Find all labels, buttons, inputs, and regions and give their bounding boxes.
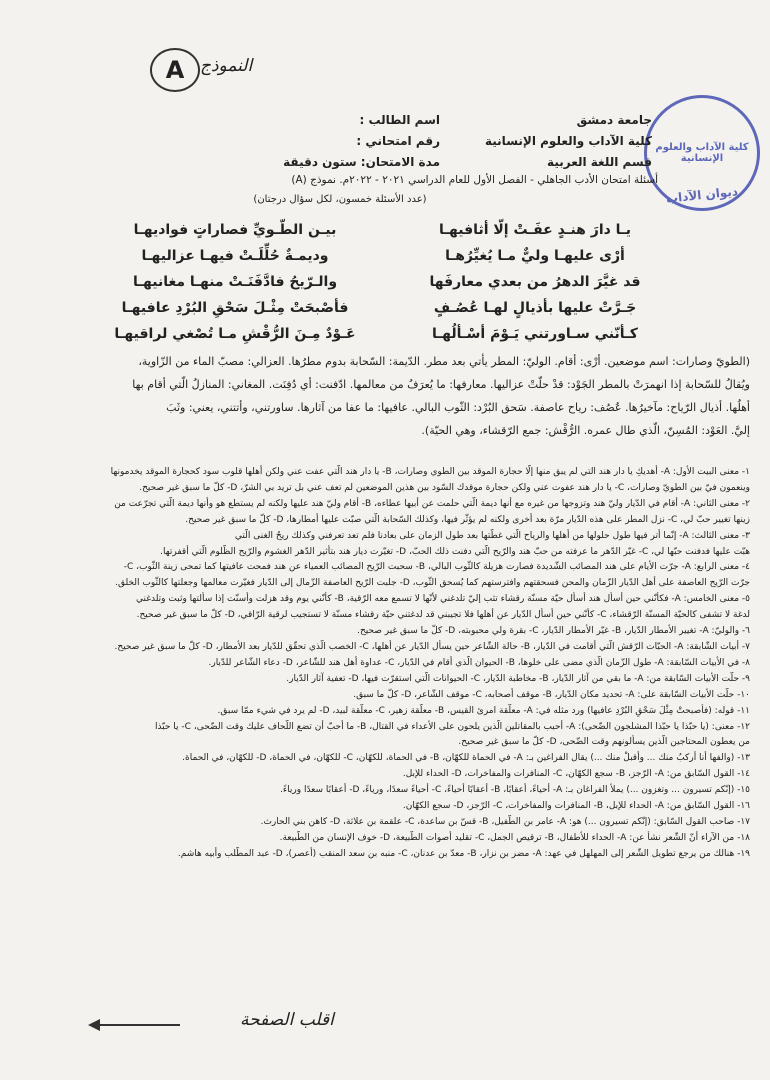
- student-info: [240, 110, 440, 173]
- question-line: ١٨- من الآراء أنّ الشّعر نشأ عن: A- الحداء للأطفال، B- ترقيص الجمل، C- تقليد أصوات الطّبيعة، D- خوف الإنسان من الطّبيعة.: [279, 832, 750, 843]
- question-line: ١- معنى البيت الأول: A- أهديكِ يا دار هند التي لم يبق منها إلّا حجارة الموقد بين الطوي وصارات، B- يا دار هند الّتي عفت عني ولكن أهلها قلوب سود كحجارة الموقد يخدمونها: [110, 467, 750, 477]
- exam-duration: مدة الامتحان: ستون دقيقة: [283, 155, 440, 169]
- question-line: ٩- حلّت الأبيات السّابقة من: A- ما بقي من آثار الدّيار، B- مخاطبة الدّيار، C- الحيوانات الّتي استقرّت فيها، D- تعفية آثار الدّيار.: [286, 673, 750, 684]
- arrow-left-icon: [90, 1024, 180, 1026]
- model-mark: [150, 48, 280, 98]
- university-name: جامعة دمشق: [576, 113, 652, 127]
- question-line: وينعمون فيّ بين الطويّ وصارات، C- يا دار هند عفوت عني ولكن حجارة موقدك السّود بين هذين الموضعين لم تعف عني بل تريد بي الشرّ، D- كلّ ما سبق غير صحيح.: [139, 482, 750, 493]
- verse-second-hemistich: بيـن الطّـويِّ فصاراتٍ فواديهـا: [133, 222, 337, 238]
- gloss-line: (الطويّ وصارات: اسم موضعين. أرْى: أقام. الوليّ: المطر يأتي بعد مطر. الدّيمة: السّحابة بدوم مطرُها. العزالي: مصبّ الماء من الزّاوية،: [138, 355, 750, 368]
- question-line: ١٣- (والفها أنا أركبُ منك ... وأقبلْ منك ...) يقال الفراغين بـ: A- في الحماة للكهّان، B- في الحماة، للكهّان، C- للكهّان، في الحماة، D- للكهّان، في الحماة.: [182, 753, 750, 764]
- question-line: لدغة لا تشفى كالحيّة المسنّة الرّقشاء، C- كأنّني حين أسأل الدّيار عن أهلها فلا تجيبني قد لدغتني حيّة رقشاء مسنّة لا تستجيب لرقية الرّاقي، D- كلّ ما سبق غير صحيح.: [136, 610, 750, 621]
- question-line: ٧- أبيات الشّابقة: A- الحبّات الرّقش الّتي أقامت في الدّيار، B- حالة الشّاعر حين يسأل الدّيار عن أهلها، C- الخصب الّذي تحقّق للدّيار بعد الأمطار، D- كلّ ما سبق غير صحيح.: [114, 641, 750, 652]
- exam-note: (عدد الأسئلة خمسون، لكل سؤال درجتان): [253, 194, 427, 205]
- question-line: هبّت عليها فدفنت حبّها لي، C- غيّر الدّهر ما عرفته من حبّ هند والرّيح الّتي دفنت ذلك الحبّ، D- تغيّرت ديار هند بتأثير الدّهر الغشوم والرّيح الظّلوم الّتي أقفرتها.: [160, 546, 750, 557]
- question-list: [20, 465, 750, 863]
- question-line: ١٤- القول السّابق من: A- الرّجز، B- سجع الكهّان، C- المنافرات والمفاخرات، D- الحداء للإبل.: [402, 769, 750, 780]
- student-name-label: اسم الطالب :: [359, 113, 440, 127]
- exam-number-label: رقم امتحاني :: [356, 134, 440, 148]
- gloss-line: أهلُها. أذيال الرّياح: مآخيرُها. عُصُف: رياح عاصفة. سَحق البُرْد: الثّوب البالي. عافيها: ما عفا من آثارها. ساورتني، وأتتني، يعني: وثَبَ: [166, 401, 750, 414]
- model-letter-circle: A: [150, 48, 200, 92]
- question-line: ١٥- (إنّكم تسيرون ... وتغزون ...) يملأ الفراغان بـ: A- أحياءً، أعقابًا، B- أعقابًا أحياءً، C- أحياءً سعدًا، ورياءً، D- أعقابًا سعدًا ورياءً.: [280, 785, 750, 796]
- faculty-name: كلية الآداب والعلوم الإنسانية: [485, 134, 652, 148]
- question-line: ٣- معنى الثالث: A- إنّما أتر فيها طول حلولها من أهلها والرياح الّتي غطّتها بعد طول الزمان على بعادنا فلم تعد تعرفني وكذلك ريحُ الغنى الّتي: [234, 530, 750, 541]
- page-footer: [90, 1010, 390, 1050]
- poem-verse: [95, 248, 675, 274]
- question-line: من يعطون المحتاجين الّذين يسألونهم وقت الضّحى، D- كلّ ما سبق غير صحيح.: [458, 737, 750, 748]
- turn-page-note: اقلب الصفحة: [240, 1010, 334, 1030]
- seal-text: كلية الآداب والعلوم الإنسانية: [655, 142, 749, 164]
- poem-verse: [95, 222, 675, 248]
- verse-first-hemistich: جَـرَّتْ عليها بأذيالٍ لهـا عُصُـفٍ: [433, 300, 637, 316]
- question-line: ١٩- هنالك من يرجع تطويل الشّعر إلى المهلهل في عهد: A- مضر بن نزار، B- معدّ بن عدنان، C- منبه بن سعد المنقب (أعصر)، D- عبد المطّلب وأبيه هاشم.: [177, 848, 750, 859]
- question-line: ٥- معنى الخامس: A- فكأنّني حين أسأل هند أسأل حيّة مسنّة رقشاء تثب إليّ تلدغني لأنّها لا تسمع معه الرّقية، B- كأنّني يوم وقد هزلت وأسنّت إذا سألتها وثبت وتلدغني: [136, 594, 750, 605]
- question-line: ٢- معنى الثاني: A- أقام في الدّيار وليّ هند وتزوجها من غيره مع أنها ديمة الّتي حلمت عن أبيها عطاءه، B- أقام وليّ هند عليها ولكنه لم يستطع هو وأنها ديمة الّتي تجرّعت من: [114, 498, 750, 509]
- seal-bottom-text: ديوان الآداب: [665, 184, 739, 206]
- poem-verse: [95, 300, 675, 326]
- verse-first-hemistich: أرْى عليهـا وليٌّ مـا يُغيِّرُهـا: [445, 248, 625, 264]
- verse-second-hemistich: فأصْبحَتْ مِثْـلَ سَحْقِ البُرْدِ عافيهـا: [121, 300, 349, 316]
- exam-title: أسئلة امتحان الأدب الجاهلي - الفصل الأول للعام الدراسي ٢٠٢١ - ٢٠٢٢م. نموذج (A): [291, 174, 658, 186]
- poem-verse: [95, 326, 675, 352]
- question-line: ١٧- صاحب القول السّابق: (إنّكم تسيرون ...) هو: A- عامر بن الطّفيل، B- قسّ بن ساعدة، C- علقمة بن علاثة، D- كاهن بني الحارث.: [260, 816, 750, 827]
- verse-first-hemistich: يـا دارَ هنـدٍ عفَـتْ إلّا أثافيهـا: [439, 222, 631, 238]
- model-label: النموذج: [200, 56, 253, 76]
- gloss-line: ويُقالُ للسّحابة إذا انهمرَتْ بالمطر الجَوْد: قدْ حلّتْ عزاليها. معارفها: ما يُعرَفُ من معالمها. ادّفنت: أي دُفِنَت. المغاني: المنازلُ الّتي أقام بها: [132, 378, 750, 391]
- verse-second-hemistich: وديمـةٌ حُلِّلَـتْ فيهـا عزاليهـا: [141, 248, 329, 264]
- institution-header: [442, 110, 652, 173]
- question-line: ١٠- حلّت الأبيات السّابقة على: A- تحديد مكان الدّيار، B- موقف أصحابه، C- موقف الشّاعر، D- كلّ ما سبق.: [353, 689, 750, 700]
- question-line: جرّت الرّيح العاصفة على أهل الدّيار الزّمان والمحن فسحقتهم وافترستهم كما يُسحق الثّوب، D- جلبت الرّيح العاصفة الزّمال إلى الدّيار فغيّرت معالمها وجعلتها كالثّوب الخلق.: [115, 578, 750, 589]
- verse-second-hemistich: والـرّيحُ فادَّفَنَـتْ منهـا مغانيهـا: [132, 274, 338, 290]
- poem: [95, 222, 675, 352]
- poem-verse: [95, 274, 675, 300]
- vocabulary-gloss: [25, 350, 750, 442]
- university-seal: [644, 95, 760, 211]
- department-name: قسم اللغة العربية: [547, 155, 652, 169]
- verse-first-hemistich: كـأنّني سـاورتني يَـوْمَ أسْـألُهـا: [432, 326, 638, 342]
- question-line: زينها تغيير حبّ لي، C- نزل المطر على هذه الدّيار مرّة بعد أخرى ولكنه لم يؤثّر فيها، وكذلك السّحابة الّتي صبّت عليها أمطارها، D- كلّ ما سبق غير صحيح.: [185, 514, 750, 525]
- verse-first-hemistich: قد غيَّرَ الدهرُ من بعدي معارفَها: [429, 274, 641, 290]
- question-line: ١١- قوله: (فأصبحتْ مِثْلَ سَحْقِ البُرْدِ عافيها) ورد مثله في: A- معلّقة امرئ القيس، B- معلّقة زهير، C- معلّقة لبيد، D- لم يرد في شيء ممّا سبق.: [217, 705, 750, 716]
- question-line: ٤- معنى الرابع: A- جرّت الأيام على هند المصائب الشّديدة فصارت هزيلة كالثّوب البالي، B- سحبت الرّيح المصائب العمياء عن هند فمحت عافيتها كما تمحى زينة الثّوب، C-: [123, 562, 750, 573]
- verse-second-hemistich: عَـوْدٌ مِـنَ الرُّقْشِ مـا تُصْغي لراقيهـا: [114, 326, 356, 342]
- question-line: ٨- في الأبيات السّابقة: A- طول الزّمان الّذي مضى على خلوها، B- الحيوان الّذي أقام في الدّيار، C- عداوة أهل هند للشّاعر، D- دعاء الشّاعر للدّيار.: [208, 657, 750, 668]
- question-line: ٦- والوليّ: A- تغيير الأمطار الدّيار، B- غيّر الأمطار الدّيار، C- بقرة ولي محبوبته، D- كلّ ما سبق غير صحيح.: [357, 626, 750, 637]
- question-line: ١٦- القول السّابق من: A- الحداء للإبل، B- المنافرات والمفاخرات، C- الرّجز، D- سجع الكهّان.: [402, 801, 750, 812]
- gloss-line: إليَّ. العَوْد: المُسِنّ، الّذي طال عمره. الرُّقْش: جمع الرّقشاء، وهي الحيّة).: [421, 424, 750, 437]
- question-line: ١٢- معنى: (يا حبّذا يا حبّذا المشلجون الضّحى): A- أحبب بالمقاتلين الّذين يلحون على الأعداء في القتال، B- ما أحبّ أن تضع اللّحاف عليك وقت الضّحى، C- يا حبّذا: [154, 721, 750, 732]
